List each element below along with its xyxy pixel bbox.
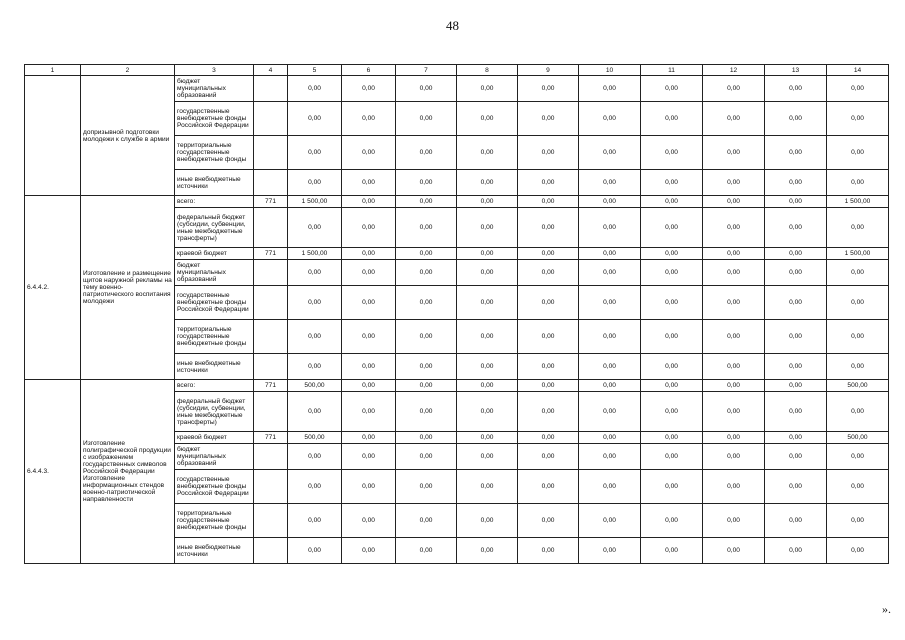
amount-cell: 0,00 (579, 76, 641, 102)
amount-cell: 0,00 (641, 380, 703, 392)
budget-code-cell (254, 286, 288, 320)
amount-cell: 0,00 (765, 136, 827, 170)
amount-cell: 500,00 (288, 432, 342, 444)
funding-source: всего: (175, 380, 254, 392)
amount-cell: 0,00 (518, 76, 579, 102)
amount-cell: 0,00 (765, 504, 827, 538)
budget-code-cell (254, 170, 288, 196)
budget-code-cell (254, 392, 288, 432)
amount-cell: 0,00 (288, 444, 342, 470)
amount-cell: 0,00 (288, 102, 342, 136)
amount-cell: 0,00 (396, 260, 457, 286)
amount-cell: 0,00 (396, 504, 457, 538)
amount-cell: 0,00 (579, 392, 641, 432)
amount-cell: 500,00 (827, 380, 889, 392)
amount-cell: 0,00 (518, 504, 579, 538)
amount-cell: 0,00 (579, 432, 641, 444)
funding-source: иные внебюджетные источники (175, 170, 254, 196)
column-header: 5 (288, 65, 342, 76)
amount-cell: 0,00 (342, 470, 396, 504)
amount-cell: 0,00 (342, 196, 396, 208)
amount-cell: 0,00 (703, 170, 765, 196)
amount-cell: 0,00 (641, 470, 703, 504)
amount-cell: 0,00 (518, 380, 579, 392)
budget-code-cell (254, 354, 288, 380)
budget-code-cell (254, 504, 288, 538)
budget-code-cell: 771 (254, 196, 288, 208)
amount-cell: 0,00 (703, 380, 765, 392)
amount-cell: 0,00 (288, 354, 342, 380)
column-header: 11 (641, 65, 703, 76)
amount-cell: 0,00 (641, 504, 703, 538)
amount-cell: 0,00 (703, 208, 765, 248)
budget-code-cell (254, 538, 288, 564)
table-row (25, 196, 889, 208)
funding-source: бюджет муниципальных образований (175, 76, 254, 102)
amount-cell: 0,00 (765, 380, 827, 392)
amount-cell: 0,00 (703, 76, 765, 102)
amount-cell: 0,00 (396, 444, 457, 470)
amount-cell: 0,00 (641, 136, 703, 170)
budget-code-cell (254, 76, 288, 102)
amount-cell: 0,00 (518, 248, 579, 260)
measure-code: 6.4.4.2. (25, 196, 81, 380)
amount-cell: 0,00 (641, 248, 703, 260)
amount-cell: 0,00 (518, 320, 579, 354)
budget-code-cell (254, 444, 288, 470)
amount-cell: 0,00 (641, 196, 703, 208)
amount-cell: 0,00 (457, 286, 518, 320)
amount-cell: 0,00 (457, 260, 518, 286)
amount-cell: 0,00 (342, 102, 396, 136)
amount-cell: 0,00 (518, 432, 579, 444)
amount-cell: 0,00 (342, 260, 396, 286)
amount-cell: 0,00 (641, 538, 703, 564)
amount-cell: 0,00 (827, 102, 889, 136)
amount-cell: 0,00 (703, 392, 765, 432)
amount-cell: 0,00 (288, 320, 342, 354)
amount-cell: 0,00 (765, 470, 827, 504)
amount-cell: 0,00 (396, 208, 457, 248)
funding-source: краевой бюджет (175, 248, 254, 260)
amount-cell: 0,00 (457, 196, 518, 208)
amount-cell: 0,00 (342, 432, 396, 444)
amount-cell: 0,00 (765, 260, 827, 286)
budget-code-cell (254, 102, 288, 136)
amount-cell: 0,00 (703, 444, 765, 470)
amount-cell: 0,00 (765, 392, 827, 432)
amount-cell: 0,00 (641, 260, 703, 286)
amount-cell: 0,00 (641, 76, 703, 102)
column-header: 6 (342, 65, 396, 76)
amount-cell: 0,00 (641, 354, 703, 380)
amount-cell: 0,00 (457, 208, 518, 248)
measure-description: Изготовление полиграфической продукции с изображением государственных символов Российской Федерации Изготовление информационных стендов военно-патриотической направленности (81, 380, 175, 564)
budget-code-cell (254, 470, 288, 504)
amount-cell: 0,00 (703, 354, 765, 380)
table-row (25, 380, 889, 392)
amount-cell: 0,00 (765, 286, 827, 320)
amount-cell: 0,00 (288, 170, 342, 196)
amount-cell: 0,00 (342, 354, 396, 380)
amount-cell: 1 500,00 (288, 248, 342, 260)
amount-cell: 0,00 (396, 136, 457, 170)
amount-cell: 0,00 (703, 286, 765, 320)
budget-code-cell: 771 (254, 380, 288, 392)
amount-cell: 0,00 (457, 432, 518, 444)
amount-cell: 0,00 (342, 208, 396, 248)
amount-cell: 1 500,00 (827, 196, 889, 208)
amount-cell: 0,00 (518, 444, 579, 470)
funding-source: федеральный бюджет (субсидии, субвенции, иные межбюджетные трансферты) (175, 392, 254, 432)
amount-cell: 0,00 (579, 260, 641, 286)
amount-cell: 0,00 (765, 538, 827, 564)
amount-cell: 0,00 (765, 354, 827, 380)
column-header: 9 (518, 65, 579, 76)
amount-cell: 0,00 (396, 380, 457, 392)
funding-source: краевой бюджет (175, 432, 254, 444)
amount-cell: 0,00 (703, 102, 765, 136)
budget-code-cell (254, 136, 288, 170)
funding-source: федеральный бюджет (субсидии, субвенции, иные межбюджетные трансферты) (175, 208, 254, 248)
amount-cell: 0,00 (703, 432, 765, 444)
amount-cell: 0,00 (457, 538, 518, 564)
amount-cell: 0,00 (827, 170, 889, 196)
amount-cell: 0,00 (457, 392, 518, 432)
amount-cell: 0,00 (342, 380, 396, 392)
amount-cell: 0,00 (457, 136, 518, 170)
amount-cell: 0,00 (703, 196, 765, 208)
amount-cell: 0,00 (518, 538, 579, 564)
budget-code-cell (254, 320, 288, 354)
amount-cell: 0,00 (579, 380, 641, 392)
amount-cell: 0,00 (641, 102, 703, 136)
amount-cell: 0,00 (342, 286, 396, 320)
amount-cell: 0,00 (703, 136, 765, 170)
amount-cell: 0,00 (579, 196, 641, 208)
amount-cell: 0,00 (827, 260, 889, 286)
measure-code: 6.4.4.3. (25, 380, 81, 564)
amount-cell: 0,00 (518, 354, 579, 380)
amount-cell: 0,00 (342, 504, 396, 538)
column-header: 3 (175, 65, 254, 76)
measure-code (25, 76, 81, 196)
amount-cell: 0,00 (518, 208, 579, 248)
amount-cell: 1 500,00 (827, 248, 889, 260)
amount-cell: 0,00 (579, 170, 641, 196)
amount-cell: 0,00 (457, 504, 518, 538)
amount-cell: 0,00 (518, 392, 579, 432)
amount-cell: 0,00 (765, 196, 827, 208)
amount-cell: 0,00 (579, 102, 641, 136)
column-header: 13 (765, 65, 827, 76)
amount-cell: 0,00 (518, 286, 579, 320)
funding-source: государственные внебюджетные фонды Российской Федерации (175, 470, 254, 504)
amount-cell: 0,00 (641, 444, 703, 470)
amount-cell: 0,00 (765, 444, 827, 470)
amount-cell: 0,00 (703, 538, 765, 564)
column-header: 4 (254, 65, 288, 76)
table-row (25, 76, 889, 102)
amount-cell: 0,00 (396, 432, 457, 444)
amount-cell: 0,00 (288, 136, 342, 170)
amount-cell: 500,00 (827, 432, 889, 444)
amount-cell: 0,00 (288, 470, 342, 504)
amount-cell: 0,00 (641, 208, 703, 248)
budget-code-cell: 771 (254, 248, 288, 260)
column-header: 8 (457, 65, 518, 76)
column-header: 2 (81, 65, 175, 76)
amount-cell: 0,00 (765, 76, 827, 102)
amount-cell: 0,00 (827, 354, 889, 380)
amount-cell: 0,00 (579, 208, 641, 248)
amount-cell: 0,00 (457, 170, 518, 196)
budget-table (24, 64, 889, 564)
amount-cell: 0,00 (827, 208, 889, 248)
amount-cell: 0,00 (396, 354, 457, 380)
amount-cell: 0,00 (765, 320, 827, 354)
amount-cell: 0,00 (457, 102, 518, 136)
amount-cell: 0,00 (579, 538, 641, 564)
amount-cell: 0,00 (518, 470, 579, 504)
amount-cell: 0,00 (579, 248, 641, 260)
funding-source: территориальные государственные внебюджетные фонды (175, 320, 254, 354)
funding-source: государственные внебюджетные фонды Российской Федерации (175, 286, 254, 320)
amount-cell: 0,00 (579, 286, 641, 320)
amount-cell: 0,00 (518, 260, 579, 286)
measure-description: допризывной подготовки молодежи к службе в армии (81, 76, 175, 196)
amount-cell: 500,00 (288, 380, 342, 392)
column-header: 1 (25, 65, 81, 76)
amount-cell: 0,00 (396, 102, 457, 136)
amount-cell: 0,00 (288, 286, 342, 320)
amount-cell: 0,00 (342, 248, 396, 260)
amount-cell: 0,00 (641, 320, 703, 354)
closing-mark: ». (882, 602, 891, 616)
amount-cell: 0,00 (396, 170, 457, 196)
funding-source: бюджет муниципальных образований (175, 444, 254, 470)
amount-cell: 0,00 (342, 76, 396, 102)
amount-cell: 0,00 (288, 504, 342, 538)
amount-cell: 0,00 (342, 136, 396, 170)
amount-cell: 0,00 (827, 504, 889, 538)
amount-cell: 0,00 (579, 136, 641, 170)
amount-cell: 0,00 (396, 470, 457, 504)
amount-cell: 0,00 (579, 444, 641, 470)
funding-source: бюджет муниципальных образований (175, 260, 254, 286)
measure-description: Изготовление и размещение щитов наружной рекламы на тему военно-патриотического воспитания молодежи (81, 196, 175, 380)
amount-cell: 0,00 (765, 432, 827, 444)
amount-cell: 0,00 (288, 392, 342, 432)
amount-cell: 0,00 (579, 470, 641, 504)
amount-cell: 0,00 (765, 102, 827, 136)
amount-cell: 0,00 (827, 286, 889, 320)
column-header: 7 (396, 65, 457, 76)
amount-cell: 0,00 (288, 208, 342, 248)
amount-cell: 0,00 (827, 538, 889, 564)
amount-cell: 0,00 (518, 196, 579, 208)
amount-cell: 0,00 (641, 392, 703, 432)
funding-source: территориальные государственные внебюджетные фонды (175, 136, 254, 170)
column-header: 12 (703, 65, 765, 76)
amount-cell: 0,00 (703, 504, 765, 538)
amount-cell: 0,00 (703, 470, 765, 504)
funding-source: всего: (175, 196, 254, 208)
budget-code-cell (254, 208, 288, 248)
amount-cell: 0,00 (579, 504, 641, 538)
amount-cell: 0,00 (703, 320, 765, 354)
column-header: 10 (579, 65, 641, 76)
amount-cell: 0,00 (641, 286, 703, 320)
amount-cell: 0,00 (457, 444, 518, 470)
table-body (25, 76, 889, 564)
header-row (25, 65, 889, 76)
amount-cell: 0,00 (765, 248, 827, 260)
page-number: 48 (446, 18, 459, 33)
funding-source: территориальные государственные внебюджетные фонды (175, 504, 254, 538)
amount-cell: 0,00 (396, 392, 457, 432)
amount-cell: 0,00 (765, 170, 827, 196)
amount-cell: 0,00 (827, 470, 889, 504)
amount-cell: 0,00 (827, 444, 889, 470)
amount-cell: 0,00 (396, 320, 457, 354)
amount-cell: 0,00 (342, 444, 396, 470)
amount-cell: 0,00 (457, 248, 518, 260)
amount-cell: 0,00 (396, 76, 457, 102)
amount-cell: 0,00 (518, 102, 579, 136)
amount-cell: 0,00 (641, 170, 703, 196)
amount-cell: 0,00 (703, 248, 765, 260)
amount-cell: 0,00 (457, 470, 518, 504)
amount-cell: 0,00 (396, 286, 457, 320)
amount-cell: 0,00 (288, 260, 342, 286)
funding-source: иные внебюджетные источники (175, 538, 254, 564)
amount-cell: 1 500,00 (288, 196, 342, 208)
budget-code-cell (254, 260, 288, 286)
amount-cell: 0,00 (342, 392, 396, 432)
amount-cell: 0,00 (765, 208, 827, 248)
amount-cell: 0,00 (288, 538, 342, 564)
funding-source: иные внебюджетные источники (175, 354, 254, 380)
budget-code-cell: 771 (254, 432, 288, 444)
funding-source: государственные внебюджетные фонды Российской Федерации (175, 102, 254, 136)
amount-cell: 0,00 (518, 136, 579, 170)
amount-cell: 0,00 (827, 392, 889, 432)
amount-cell: 0,00 (457, 76, 518, 102)
amount-cell: 0,00 (827, 320, 889, 354)
amount-cell: 0,00 (457, 354, 518, 380)
amount-cell: 0,00 (579, 320, 641, 354)
amount-cell: 0,00 (457, 320, 518, 354)
amount-cell: 0,00 (579, 354, 641, 380)
amount-cell: 0,00 (342, 170, 396, 196)
amount-cell: 0,00 (342, 320, 396, 354)
amount-cell: 0,00 (396, 538, 457, 564)
amount-cell: 0,00 (457, 380, 518, 392)
amount-cell: 0,00 (288, 76, 342, 102)
amount-cell: 0,00 (641, 432, 703, 444)
amount-cell: 0,00 (827, 136, 889, 170)
amount-cell: 0,00 (703, 260, 765, 286)
column-header: 14 (827, 65, 889, 76)
amount-cell: 0,00 (396, 248, 457, 260)
amount-cell: 0,00 (342, 538, 396, 564)
amount-cell: 0,00 (827, 76, 889, 102)
amount-cell: 0,00 (518, 170, 579, 196)
amount-cell: 0,00 (396, 196, 457, 208)
